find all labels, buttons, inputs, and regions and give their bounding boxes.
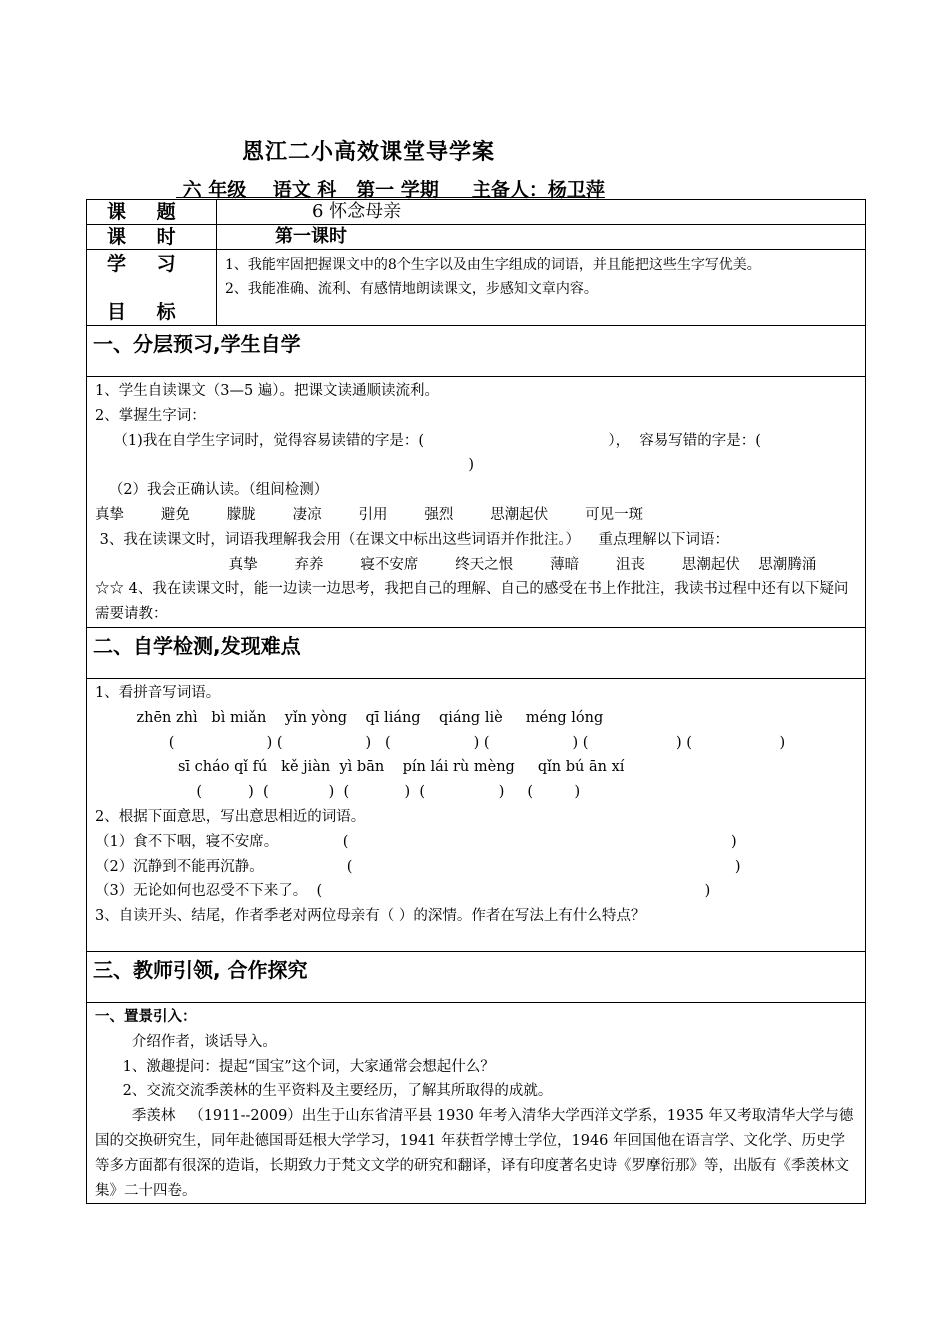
text-line: 1、看拼音写词语。 — [95, 685, 221, 701]
pinyin-line: sī cháo qǐ fú kě jiàn yì bān pín lái rù mèng qǐn bú ān xí — [95, 759, 625, 776]
cooperative-content — [87, 1003, 866, 1204]
text-line: 真挚 弃养 寝不安席 终天之恨 薄暗 沮丧 思潮起伏 思潮腾涌 — [95, 556, 817, 573]
text-line: 2、交流交流季羡林的生平资料及主要经历，了解其所取得的成就。 — [95, 1083, 553, 1100]
period-value: 第一课时 — [217, 225, 866, 250]
text-line: ) — [95, 457, 474, 474]
answer-blanks: ( ) ( ) ( ) ( ) ( ) ( ) — [95, 734, 786, 751]
page-title: 恩江二小高效课堂导学案 — [242, 140, 496, 165]
pinyin-line: zhēn zhì bì miǎn yǐn yòng qī liáng qiáng liè méng lóng — [95, 709, 604, 726]
subheading-intro: 一、置景引入： — [95, 1009, 197, 1025]
text-line: （2）沉静到不能再沉静。 ( ) — [95, 858, 741, 875]
topic-label: 课 题 — [87, 200, 217, 225]
text-line: （2）我会正确认读。（组间检测） — [95, 482, 329, 499]
lesson-plan-table — [86, 199, 866, 1204]
text-line: （3）无论如何也忍受不下来了。 ( ) — [95, 883, 711, 900]
text-line: 介绍作者，谈话导入。 — [95, 1033, 277, 1050]
goals-label-bottom: 目 标 — [107, 301, 188, 323]
self-check-content — [87, 679, 866, 952]
text-line: 2、根据下面意思，写出意思相近的词语。 — [95, 808, 366, 825]
text-line: （1)我在自学生字词时，觉得容易读错的字是：( ）， 容易写错的字是：( — [95, 432, 761, 449]
text-paragraph: ☆☆ 4、我在读课文时，能一边读一边思考，我把自己的理解、自己的感受在书上作批注，我读书过程中还有以下疑问需要请教： — [95, 581, 849, 623]
text-paragraph: 3、自读开头、结尾，作者季老对两位母亲有（ ）的深情。作者在写法上有什么特点？ — [95, 908, 646, 925]
goal-item: 2、我能准确、流利、有感情地朗读课文，步感知文章内容。 — [225, 281, 598, 297]
text-line: （1）食不下咽，寝不安席。 ( ) — [95, 833, 737, 850]
goal-item: 1、我能牢固把握课文中的8个生字以及由生字组成的词语，并且能把这些生字写优美。 — [225, 257, 761, 273]
text-line: 1、激趣提问：提起“国宝”这个词，大家通常会想起什么？ — [95, 1058, 495, 1075]
course-info-line: 六 年级 语文 科 第一 学期 主备人：杨卫萍 — [176, 179, 605, 201]
goals-content — [217, 250, 866, 326]
text-line: 2、掌握生字词： — [95, 407, 206, 424]
text-line: 3、我在读课文时，词语我理解我会用（在课文中标出这些词语并作批注。） 重点理解以下词语： — [95, 531, 730, 548]
goals-label-top: 学 习 — [107, 253, 188, 275]
answer-blanks: ( ) ( ) ( ) ( ) ( ) — [95, 784, 581, 801]
self-study-content — [87, 377, 866, 628]
text-line: 真挚 避免 朦胧 凄凉 引用 强烈 思潮起伏 可见一斑 — [95, 506, 644, 523]
author-bio-paragraph: 季羡林 （1911--2009）出生于山东省清平县 1930 年考入清华大学西洋文学系，1935 年又考取清华大学与德国的交换研究生，同年赴德国哥廷根大学学习，1941 年获哲学博士学位，1946 年回国他在语言学、文化学、历史学等多方面都有很深的造诣，长期致力于梵文文学的研究和翻译，译有印度著名史诗《罗摩衍那》等，出版有《季羡林文集》二十四卷。 — [95, 1108, 854, 1199]
section-heading-cooperative: 三、教师引领, 合作探究 — [87, 952, 866, 1003]
text-line: 1、学生自读课文（3—5 遍）。把课文读通顺读流利。 — [95, 383, 440, 399]
topic-value: 6 怀念母亲 — [217, 200, 866, 225]
section-heading-self-study: 一、分层预习,学生自学 — [87, 326, 866, 377]
period-label: 课 时 — [87, 225, 217, 250]
section-heading-self-check: 二、自学检测,发现难点 — [87, 628, 866, 679]
goals-label — [87, 250, 217, 326]
